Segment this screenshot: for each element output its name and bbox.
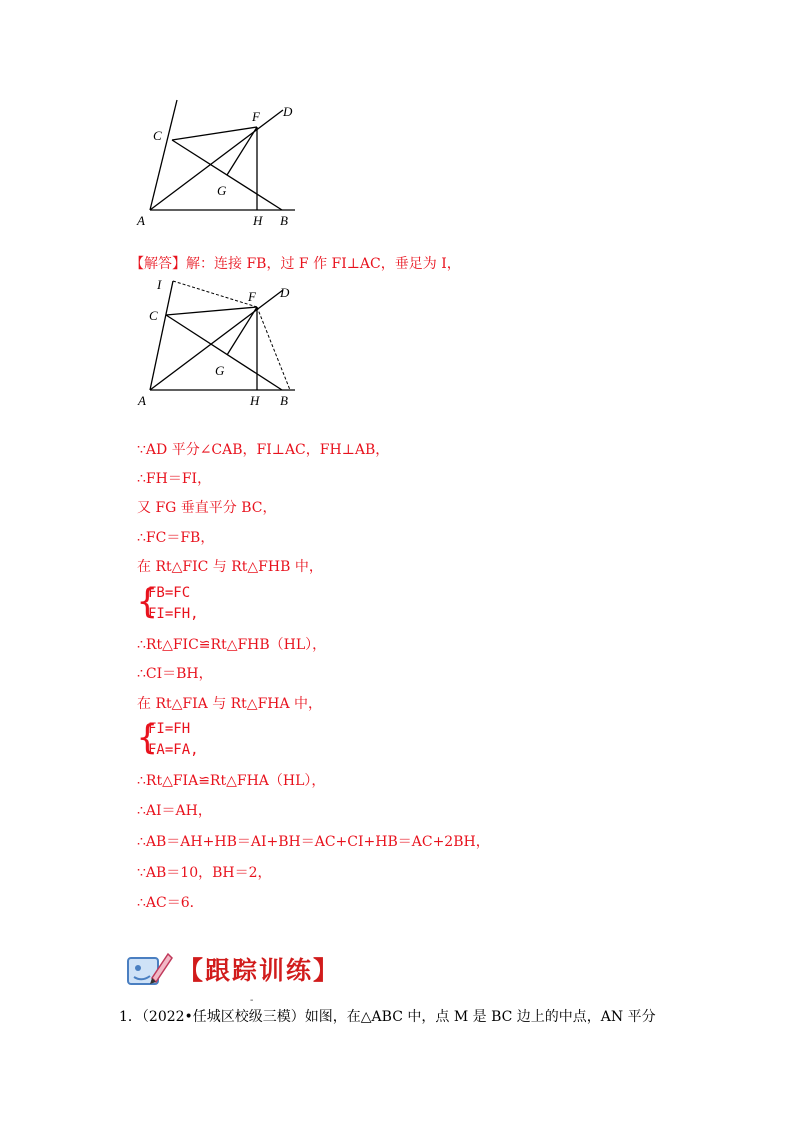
section-banner bbox=[122, 947, 340, 991]
geometry-figure-1 bbox=[135, 95, 310, 230]
system-row: FI=FH, bbox=[148, 606, 199, 622]
label-D: D bbox=[280, 285, 290, 300]
system-row: FI=FH bbox=[148, 721, 191, 737]
label-G: G bbox=[217, 183, 227, 198]
label-G: G bbox=[215, 363, 225, 378]
pencil-note-icon bbox=[122, 948, 174, 990]
label-C: C bbox=[149, 308, 158, 323]
proof-step: ∴AI＝AH， bbox=[137, 803, 212, 819]
label-H: H bbox=[253, 213, 263, 228]
answer-tag: 【解答】 bbox=[130, 256, 186, 272]
system-row: FB=FC bbox=[148, 585, 191, 601]
proof-step: ∴CI＝BH， bbox=[137, 666, 213, 682]
label-C: C bbox=[153, 128, 162, 143]
separator-dot: - bbox=[250, 995, 254, 1006]
geometry-figure-2 bbox=[135, 275, 310, 410]
answer-intro-line bbox=[130, 255, 461, 273]
answer-intro: 解：连接 FB，过 F 作 FI⊥AC，垂足为 I， bbox=[186, 256, 461, 272]
proof-step: ∵AD 平分∠CAB，FI⊥AC，FH⊥AB， bbox=[137, 442, 390, 458]
label-B: B bbox=[280, 213, 288, 228]
system-row: FA=FA, bbox=[148, 742, 199, 758]
label-B: B bbox=[280, 393, 288, 408]
label-D: D bbox=[283, 104, 293, 119]
brace: { bbox=[137, 582, 158, 622]
problem-1-text: 1．（2022•任城区校级三模）如图，在△ABC 中，点 M 是 BC 边上的中点，AN 平分 bbox=[119, 1009, 656, 1025]
proof-step: 在 Rt△FIC 与 Rt△FHB 中， bbox=[137, 559, 323, 575]
proof-step: ∴Rt△FIA≌Rt△FHA（HL）， bbox=[137, 773, 326, 789]
proof-step: ∴AC＝6． bbox=[137, 895, 204, 911]
label-I: I bbox=[157, 277, 162, 292]
proof-step: ∵AB＝10，BH＝2， bbox=[137, 865, 272, 881]
proof-step: ∴AB＝AH+HB＝AI+BH＝AC+CI+HB＝AC+2BH， bbox=[137, 834, 490, 850]
brace: { bbox=[137, 718, 158, 758]
proof-step: ∴FH＝FI， bbox=[137, 471, 212, 487]
label-F: F bbox=[248, 289, 256, 304]
label-A: A bbox=[137, 213, 145, 228]
proof-step: 又 FG 垂直平分 BC， bbox=[137, 500, 277, 516]
proof-step: 在 Rt△FIA 与 Rt△FHA 中， bbox=[137, 696, 323, 712]
label-H: H bbox=[250, 393, 260, 408]
label-F: F bbox=[252, 109, 260, 124]
label-A: A bbox=[138, 393, 146, 408]
section-title: 【跟踪训练】 bbox=[178, 956, 341, 985]
proof-step: ∴Rt△FIC≌Rt△FHB（HL）， bbox=[137, 637, 327, 653]
proof-step: ∴FC＝FB， bbox=[137, 530, 215, 546]
